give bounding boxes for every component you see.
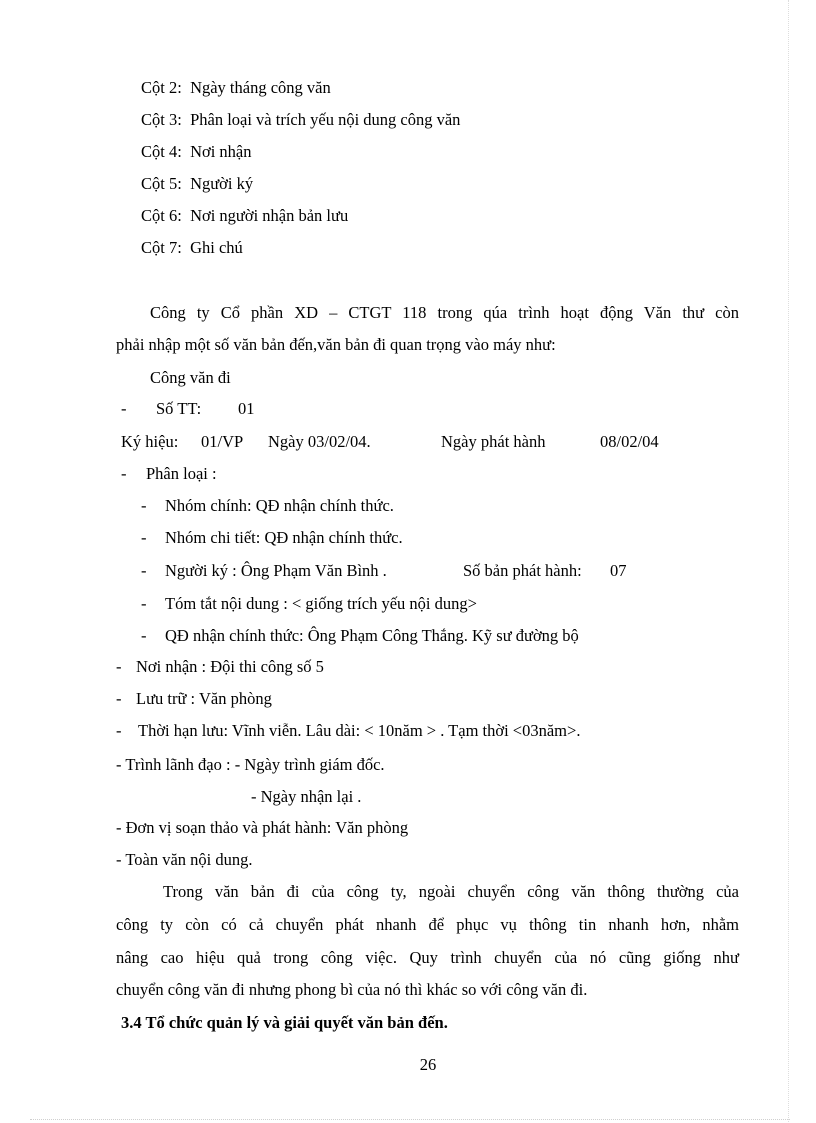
dash: - [141, 594, 147, 613]
tom-tat-row [141, 594, 477, 614]
kyhieu-row [121, 432, 681, 452]
column-item [141, 142, 252, 162]
phan-loai-row [121, 464, 217, 484]
column-label: Cột 6: [141, 206, 182, 225]
trinh-lanh-dao: - Trình lãnh đạo : - Ngày trình giám đốc. [116, 755, 385, 774]
dash: - [116, 689, 122, 708]
column-text: Ngày tháng công văn [190, 78, 331, 97]
column-item [141, 238, 243, 258]
column-item [141, 78, 331, 98]
stt-row [121, 399, 255, 419]
don-vi: - Đơn vị soạn thảo và phát hành: Văn phòng [116, 818, 409, 837]
kyhieu-label: Ký hiệu: [121, 432, 179, 451]
paragraph-line-4: chuyển công văn đi nhưng phong bì của nó thì khác so với công văn đi. [116, 980, 588, 999]
column-text: Ghi chú [190, 238, 243, 257]
column-item [141, 174, 253, 194]
paragraph-line-1: Trong văn bản đi của công ty, ngoài chuyển công văn thông thường của [163, 882, 739, 901]
noi-nhan-row [116, 657, 324, 677]
column-label: Cột 2: [141, 78, 182, 97]
qd-nhan-text: QĐ nhận chính thức: Ông Phạm Công Thắng. Kỹ sư đường bộ [165, 626, 579, 645]
dash: - [141, 528, 147, 547]
dash: - [141, 496, 147, 515]
nguoi-ky-row [141, 561, 641, 581]
ngay-label: Ngày 03/02/04. [268, 432, 371, 451]
luu-tru-text: Lưu trữ : Văn phòng [136, 689, 272, 708]
paragraph-line-3: nâng cao hiệu quả trong công việc. Quy trình chuyển của nó cũng giống như [116, 948, 739, 967]
paragraph-line-2: công ty còn có cả chuyển phát nhanh để phục vụ thông tin nhanh hơn, nhằm [116, 915, 739, 934]
thoi-han-text: Thời hạn lưu: Vĩnh viễn. Lâu dài: < 10năm > . Tạm thời <03năm>. [138, 721, 581, 740]
column-text: Nơi nhận [190, 142, 252, 161]
nguoi-ky-text: Người ký : Ông Phạm Văn Bình . [165, 561, 387, 580]
noi-nhan-text: Nơi nhận : Đội thi công số 5 [136, 657, 324, 676]
stt-label: Số TT: [156, 399, 202, 418]
dash: - [121, 399, 127, 418]
column-text: Phân loại và trích yếu nội dung công văn [190, 110, 461, 129]
nhom-chi-tiet-text: Nhóm chi tiết: QĐ nhận chính thức. [165, 528, 403, 547]
page-border-right [788, 0, 789, 1122]
ngay-phat-hanh-label: Ngày phát hành [441, 432, 546, 451]
page-border-bottom [30, 1119, 790, 1120]
stt-value: 01 [238, 399, 255, 418]
page-number: 26 [419, 1055, 437, 1074]
tom-tat-text: Tóm tắt nội dung : < giống trích yếu nội dung> [165, 594, 477, 613]
nhom-chinh-row [141, 496, 394, 516]
so-ban-label: Số bản phát hành: [463, 561, 582, 580]
dash: - [121, 464, 127, 483]
section-heading: 3.4 Tổ chức quản lý và giải quyết văn bản đến. [121, 1013, 448, 1032]
column-label: Cột 4: [141, 142, 182, 161]
intro-line-1: Công ty Cổ phần XD – CTGT 118 trong qúa trình hoạt động Văn thư còn [150, 303, 739, 322]
dash: - [116, 657, 122, 676]
qd-nhan-row [141, 626, 579, 646]
dash: - [141, 561, 147, 580]
toan-van: - Toàn văn nội dung. [116, 850, 253, 869]
dash: - [116, 721, 122, 740]
column-label: Cột 3: [141, 110, 182, 129]
nhom-chinh-text: Nhóm chính: QĐ nhận chính thức. [165, 496, 394, 515]
dash: - [141, 626, 147, 645]
column-item [141, 110, 460, 130]
ngay-nhan-lai: - Ngày nhận lại . [251, 787, 362, 806]
column-label: Cột 5: [141, 174, 182, 193]
column-text: Nơi người nhận bản lưu [190, 206, 349, 225]
thoi-han-row [116, 721, 581, 741]
luu-tru-row [116, 689, 272, 709]
intro-line-2: phải nhập một số văn bản đến,văn bản đi quan trọng vào máy như: [116, 335, 556, 354]
column-text: Người ký [190, 174, 254, 193]
kyhieu-value: 01/VP [201, 432, 244, 451]
column-item [141, 206, 348, 226]
so-ban-value: 07 [610, 561, 627, 580]
phan-loai-label: Phân loại : [146, 464, 217, 483]
column-label: Cột 7: [141, 238, 182, 257]
record-title: Công văn đi [150, 368, 231, 387]
nhom-chi-tiet-row [141, 528, 403, 548]
ngay-phat-hanh-value: 08/02/04 [600, 432, 659, 451]
